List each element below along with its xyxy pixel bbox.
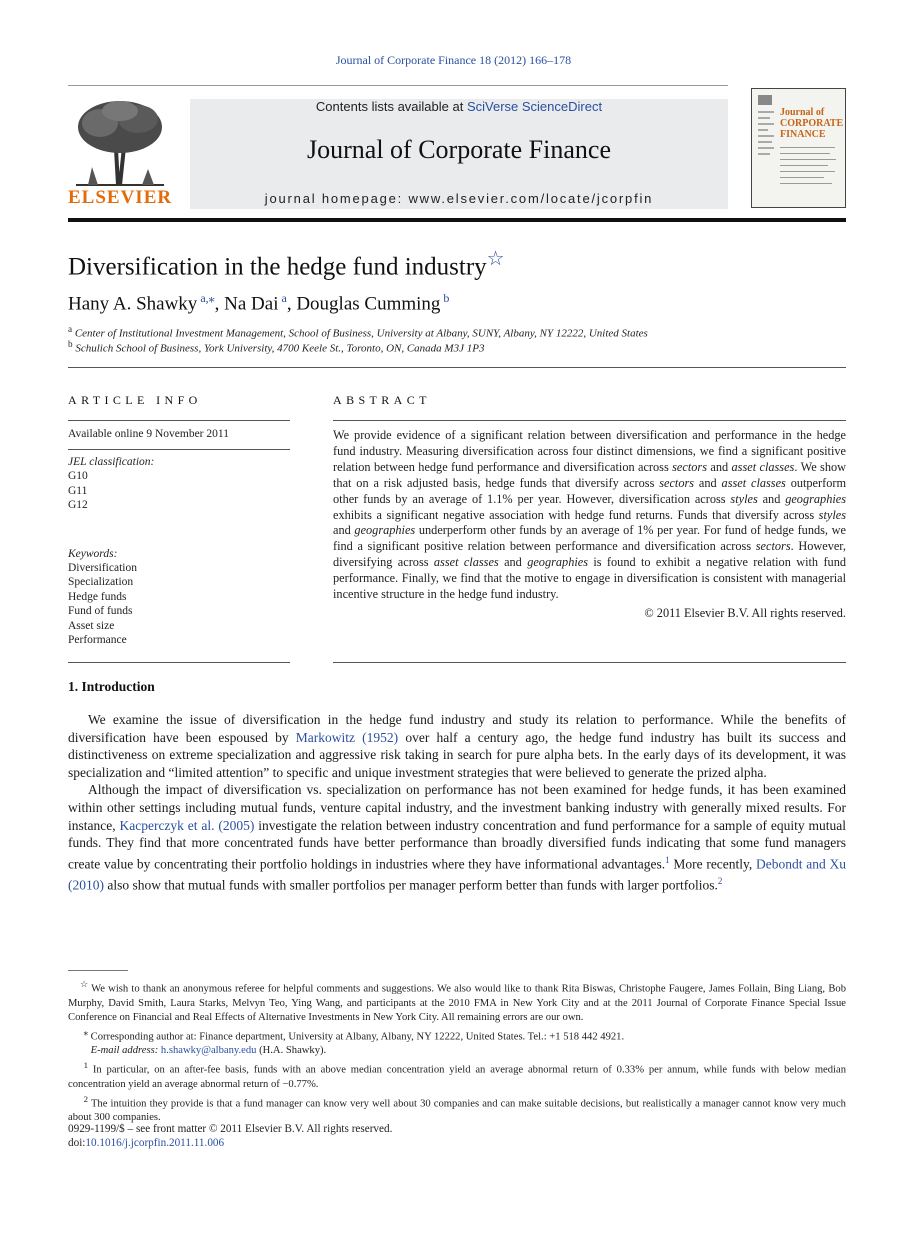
info-end-divider bbox=[68, 662, 290, 663]
footnote-mark: ☆ bbox=[80, 979, 88, 989]
text-run: . We show that on a risk adjusted basis, hedge funds that diversify across bbox=[333, 459, 847, 490]
author-list bbox=[68, 291, 449, 315]
text-run: The intuition they provide is that a fund manager can know very well about 30 companies and can make suitable decisions, but realistically a manager cannot know very much about 300 companies. bbox=[68, 1098, 846, 1124]
jel-label: JEL classification: bbox=[68, 456, 155, 468]
author-name[interactable]: Hany A. Shawky bbox=[68, 293, 198, 315]
journal-cover-thumbnail bbox=[751, 88, 846, 208]
elsevier-logo bbox=[68, 97, 172, 209]
jel-code: G11 bbox=[68, 484, 88, 497]
paragraph bbox=[68, 781, 846, 894]
doi-line bbox=[68, 1136, 392, 1150]
text-run: We wish to thank an anonymous referee for helpful comments and suggestions. We also would like to thank Rita Biswas, Christophe Faugere, James Follain, Bing Liang, Bob Murphy, David Smith, Laura Starks, Melvyn Teo, Ying Wang, and participants at the 2010 FMA in New York City and at the 2011 Journal of Corporate Finance Special Issue Conference on Financial and Real Effects of Alternative Investments in New York City. All remaining errors are our own. bbox=[68, 983, 846, 1023]
elsevier-wordmark: ELSEVIER bbox=[68, 187, 173, 208]
introduction-body bbox=[68, 711, 846, 894]
available-online: Available online 9 November 2011 bbox=[68, 428, 229, 440]
front-matter-line: 0929-1199/$ – see front matter © 2011 Elsevier B.V. All rights reserved. bbox=[68, 1123, 393, 1135]
text-run: underperform other funds by an average of 1% per year. For fund of hedge funds, we find a significant positive relation between performance and diversification across bbox=[333, 523, 846, 554]
issn-block bbox=[68, 1122, 392, 1150]
abstract-text bbox=[333, 428, 846, 603]
text-run: More recently, bbox=[669, 856, 757, 872]
abstract-heading: ABSTRACT bbox=[333, 393, 431, 407]
text-run: . However, diversifying across bbox=[333, 539, 846, 570]
emphasis: E-mail address: bbox=[90, 1045, 161, 1057]
emphasis: asset classes bbox=[433, 555, 499, 570]
text-run: In particular, on an after-fee basis, funds with an above median concentration yield an average abnormal return of 0.33% per annum, while funds with below median concentration yield an average abnormal return of −0.77%. bbox=[68, 1064, 846, 1090]
jel-block bbox=[68, 450, 290, 513]
header-divider bbox=[68, 85, 728, 86]
text-run: also show that mutual funds with smaller portfolios per manager perform better than funds with larger portfolios. bbox=[104, 877, 718, 893]
title-footnote-mark[interactable]: ☆ bbox=[486, 248, 505, 270]
text-run: and bbox=[333, 523, 355, 538]
emphasis: sectors bbox=[672, 459, 707, 474]
author-name[interactable]: Douglas Cumming bbox=[296, 293, 441, 315]
tree-icon bbox=[68, 97, 172, 189]
emphasis: geographies bbox=[785, 491, 846, 506]
footnote-ref[interactable]: 2 bbox=[717, 875, 723, 886]
contents-line bbox=[190, 99, 728, 114]
emphasis: asset classes bbox=[721, 475, 786, 490]
reference-link[interactable]: Debondt and Xu (2010) bbox=[68, 856, 847, 893]
footnotes bbox=[68, 977, 846, 1125]
emphasis: sectors bbox=[659, 475, 695, 490]
text-run: We provide evidence of a significant relation between diversification and performance in the hedge fund industry. Measuring diversification across four distinct dimensions, we find a significant positive relation between hedge fund performance and diversification across bbox=[333, 428, 846, 474]
footnote bbox=[68, 1058, 846, 1092]
emphasis: styles bbox=[818, 507, 846, 522]
keywords-block bbox=[68, 513, 290, 648]
text-run: and bbox=[498, 555, 528, 570]
text-run: and bbox=[757, 491, 786, 506]
keyword: Specialization bbox=[68, 576, 134, 589]
jel-code: G10 bbox=[68, 470, 88, 483]
abstract-copyright: © 2011 Elsevier B.V. All rights reserved. bbox=[644, 605, 846, 620]
text-run: is found to exhibit a negative relation with fund performance. Finally, we find that the motive to engage in diversification is consistent with managerial incentive structure in the hedge fund industry. bbox=[333, 555, 846, 602]
abstract-end-divider bbox=[333, 662, 846, 663]
text-run: over half a century ago, the hedge fund industry has built its success and distinctiveness on extreme specialization and aggressive risk taking in search for pure alpha bets. In the early days of its development, it was specialization and “limited attention” to specific and unique investment strategies that were believed to generate the prized alpha. bbox=[68, 729, 846, 780]
paragraph bbox=[68, 711, 846, 781]
title-text: Diversification in the hedge fund industry bbox=[68, 253, 487, 281]
introduction-heading: 1. Introduction bbox=[68, 679, 155, 694]
keyword: Hedge funds bbox=[68, 590, 127, 603]
footnote bbox=[68, 1025, 846, 1045]
contents-prefix: Contents lists available at bbox=[315, 99, 467, 114]
jel-code: G12 bbox=[68, 499, 88, 512]
affiliation-mark: b bbox=[68, 339, 73, 349]
emphasis: asset classes bbox=[731, 459, 795, 474]
author-affiliation-mark[interactable]: a,⁎ bbox=[197, 291, 215, 305]
footnote-rule bbox=[68, 970, 128, 971]
affiliation-text: Schulich School of Business, York University, 4700 Keele St., Toronto, ON, Canada M3J 1P3 bbox=[75, 342, 485, 355]
article-info-heading: ARTICLE INFO bbox=[68, 393, 202, 407]
cover-sidebar-icon bbox=[756, 93, 776, 201]
text-run: investigate the relation between industry concentration and fund performance for a sample of equity mutual funds. They find that more concentrated funds have better performance than broadly diversified funds indicating that some fund managers create value by concentrating their portfolio holdings in industries where they have informational advantages. bbox=[68, 817, 846, 872]
header-thick-rule bbox=[68, 218, 846, 222]
journal-banner bbox=[190, 99, 728, 209]
author-separator: , bbox=[214, 293, 225, 315]
text-run: (H.A. Shawky). bbox=[256, 1045, 327, 1057]
text-run: Although the impact of diversification vs. specialization on performance has not been examined for hedge funds, it has been examined within other settings including mutual funds, venture capital industry, and the investment banking industry with generally mixed results. For instance, bbox=[68, 782, 846, 833]
text-run: and bbox=[694, 475, 722, 490]
emphasis: geographies bbox=[527, 555, 588, 570]
emphasis: styles bbox=[730, 491, 758, 506]
emphasis: geographies bbox=[354, 523, 416, 538]
reference-link[interactable]: Kacperczyk et al. (2005) bbox=[119, 817, 255, 833]
abstract-divider bbox=[333, 420, 846, 421]
author-name[interactable]: Na Dai bbox=[224, 293, 279, 315]
affiliation-text: Center of Institutional Investment Management, School of Business, University at Albany, SUNY, Albany, NY 12222, United States bbox=[74, 327, 648, 340]
cover-title: Journal of CORPORATE FINANCE bbox=[780, 107, 844, 140]
text-run: and bbox=[706, 459, 732, 474]
footnote bbox=[68, 977, 846, 1025]
abstract-panel bbox=[333, 420, 846, 621]
keyword: Asset size bbox=[68, 619, 115, 632]
affiliation-a bbox=[68, 324, 648, 340]
footnote-mark: 2 bbox=[83, 1093, 88, 1104]
keyword: Fund of funds bbox=[68, 605, 133, 618]
sciencedirect-link[interactable]: SciVerse ScienceDirect bbox=[466, 99, 603, 114]
text-run: Corresponding author at: Finance department, University at Albany, Albany, NY 12222, United States. Tel.: +1 518 442 4921. bbox=[90, 1031, 625, 1043]
journal-homepage[interactable]: journal homepage: www.elsevier.com/locate/jcorpfin bbox=[264, 191, 654, 206]
footnote bbox=[68, 1044, 846, 1058]
affiliation-b bbox=[68, 339, 484, 355]
reference-link[interactable]: h.shawky@albany.edu bbox=[160, 1045, 257, 1057]
footnote-mark: 1 bbox=[83, 1060, 88, 1071]
keywords-list bbox=[68, 561, 290, 647]
emphasis: sectors bbox=[755, 539, 791, 554]
section-divider bbox=[68, 367, 846, 368]
article-info-panel bbox=[68, 420, 290, 647]
affiliation-mark: a bbox=[68, 324, 73, 334]
article-title bbox=[68, 246, 505, 281]
text-run: We examine the issue of diversification in the hedge fund industry and study its relation to performance. While the benefits of diversification have been espoused by bbox=[68, 712, 846, 745]
journal-title: Journal of Corporate Finance bbox=[307, 135, 611, 164]
text-run: exhibits a significant negative association with hedge fund returns. Funds that diversify across bbox=[333, 507, 819, 522]
footnote bbox=[68, 1092, 846, 1126]
author-affiliation-mark[interactable]: b bbox=[440, 291, 450, 305]
author-affiliation-mark[interactable]: a bbox=[278, 291, 287, 305]
footnote-mark: ⁎ bbox=[83, 1026, 88, 1037]
reference-link[interactable]: Markowitz (1952) bbox=[295, 729, 399, 745]
keywords-label: Keywords: bbox=[68, 547, 118, 560]
keyword: Performance bbox=[68, 634, 127, 647]
author-separator: , bbox=[286, 293, 297, 315]
keyword: Diversification bbox=[68, 562, 137, 575]
doi-link[interactable]: 10.1016/j.jcorpfin.2011.11.006 bbox=[85, 1137, 225, 1150]
journal-citation[interactable]: Journal of Corporate Finance 18 (2012) 166–178 bbox=[335, 53, 572, 67]
footnote-ref[interactable]: 1 bbox=[665, 854, 670, 865]
text-run: outperform other funds by an average of 1.1% per year. However, diversification across bbox=[333, 475, 847, 506]
jel-list bbox=[68, 469, 290, 512]
doi-prefix: doi: bbox=[68, 1137, 86, 1150]
